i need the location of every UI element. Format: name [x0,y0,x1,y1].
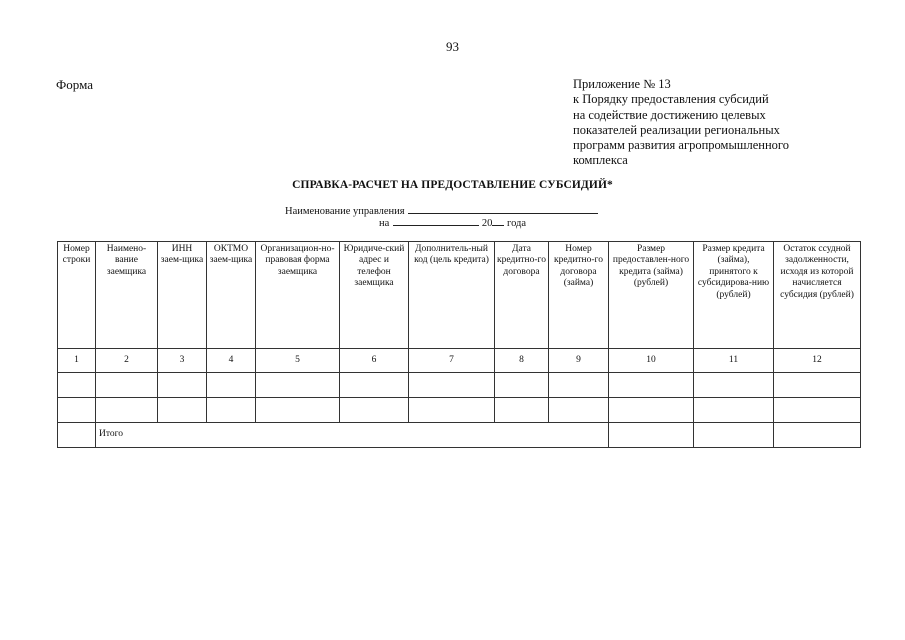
column-header: Наимено-вание заемщика [96,242,158,349]
column-number: 12 [774,349,861,373]
page-number: 93 [446,39,459,54]
table-cell[interactable] [774,398,861,423]
table-cell[interactable] [694,373,774,398]
table-cell[interactable] [409,373,495,398]
column-number: 8 [495,349,549,373]
date-year-blank[interactable] [492,215,504,226]
column-header: Размер предоставлен-ного кредита (займа) (рублей) [609,242,694,349]
column-number-row [58,349,861,373]
table-cell[interactable] [207,398,256,423]
table-row [58,398,861,423]
column-header: Размер кредита (займа), принятого к субсидирова-нию (рублей) [694,242,774,349]
column-header: Дополнитель-ный код (цель кредита) [409,242,495,349]
column-number: 5 [256,349,340,373]
date-line [379,215,526,229]
table-cell[interactable] [256,398,340,423]
management-name-blank[interactable] [408,202,598,214]
column-header: Организацион-но-правовая форма заемщика [256,242,340,349]
table-cell[interactable] [158,398,207,423]
table-cell[interactable] [609,373,694,398]
table-cell[interactable] [96,373,158,398]
management-label: Наименование управления [285,206,405,217]
column-number: 7 [409,349,495,373]
table-cell[interactable] [256,373,340,398]
column-number: 6 [340,349,409,373]
table-cell[interactable] [549,373,609,398]
column-number: 4 [207,349,256,373]
total-loan-amount-cell[interactable] [609,423,694,448]
column-number: 2 [96,349,158,373]
form-label: Форма [56,77,93,92]
date-year-prefix: 20 [481,218,493,229]
table-cell[interactable] [207,373,256,398]
table-cell[interactable] [340,373,409,398]
appendix-line: на содействие достижению целевых [573,107,766,122]
table-cell[interactable] [58,398,96,423]
column-header: ОКТМО заем-щика [207,242,256,349]
date-suffix: года [507,218,527,229]
table-header-row [58,242,861,349]
table-cell[interactable] [495,373,549,398]
column-number: 9 [549,349,609,373]
table-cell[interactable] [340,398,409,423]
table-cell[interactable] [549,398,609,423]
column-number: 11 [694,349,774,373]
appendix-line: показателей реализации региональных [573,122,780,137]
table-cell[interactable] [495,398,549,423]
appendix-block [573,77,873,169]
table-row [58,373,861,398]
column-number: 10 [609,349,694,373]
table-cell[interactable] [409,398,495,423]
column-header: Юридиче-ский адрес и телефон заемщика [340,242,409,349]
total-balance-cell[interactable] [774,423,861,448]
appendix-line: комплекса [573,153,628,168]
appendix-line: Приложение № 13 [573,77,671,91]
total-label: Итого [96,423,609,448]
appendix-line: к Порядку предоставления субсидий [573,92,769,107]
column-header: Дата кредитно-го договора [495,242,549,349]
total-subsidized-amount-cell[interactable] [694,423,774,448]
table-cell[interactable] [158,373,207,398]
appendix-line: программ развития агропромышленного [573,138,789,153]
table-cell [58,423,96,448]
table-cell[interactable] [694,398,774,423]
column-number: 3 [158,349,207,373]
date-day-month-blank[interactable] [393,215,479,226]
column-header: Остаток ссудной задолженности, исходя из которой начисляется субсидия (рублей) [774,242,861,349]
date-prefix: на [379,218,390,229]
table-cell[interactable] [96,398,158,423]
column-header: Номер кредитно-го договора (займа) [549,242,609,349]
table-cell[interactable] [609,398,694,423]
subsidy-calculation-table [57,241,861,448]
table-cell[interactable] [774,373,861,398]
column-number: 1 [58,349,96,373]
document-title: СПРАВКА-РАСЧЕТ НА ПРЕДОСТАВЛЕНИЕ СУБСИДИЙ* [292,179,613,191]
column-header: Номер строки [58,242,96,349]
total-row [58,423,861,448]
column-header: ИНН заем-щика [158,242,207,349]
table-cell[interactable] [58,373,96,398]
